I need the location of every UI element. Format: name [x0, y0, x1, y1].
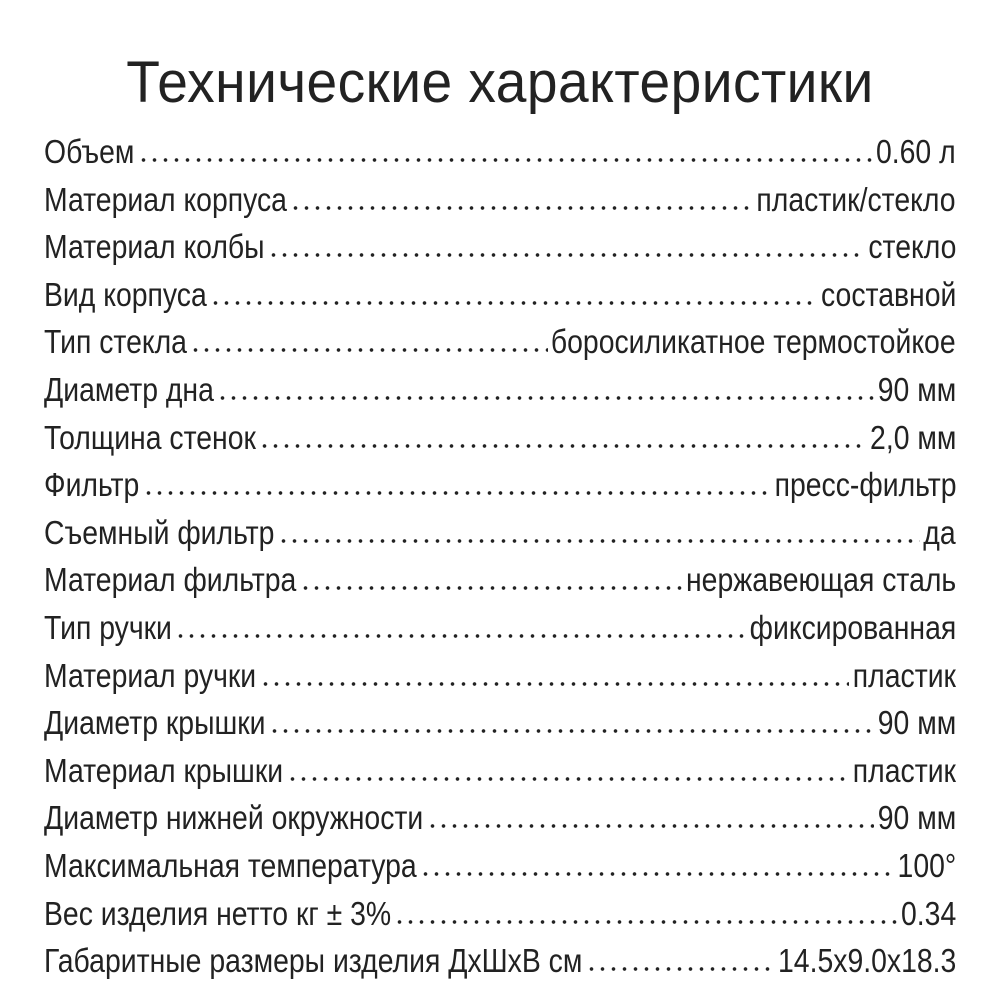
- spec-value: 100°: [897, 846, 956, 884]
- spec-row: [44, 176, 956, 224]
- spec-row: [44, 556, 956, 604]
- spec-label: Материал ручки: [44, 656, 257, 694]
- dot-leader: [300, 585, 682, 591]
- spec-value: 90 мм: [877, 704, 956, 742]
- dot-leader: [420, 871, 894, 877]
- spec-label: Материал колбы: [44, 228, 265, 266]
- dot-leader: [138, 157, 873, 163]
- dot-leader: [269, 728, 874, 734]
- spec-row: [44, 366, 956, 414]
- spec-row: [44, 842, 956, 890]
- spec-value: 0.60 л: [876, 133, 956, 170]
- spec-value: пластик: [852, 751, 956, 789]
- dot-leader: [190, 347, 547, 353]
- spec-value: пластик: [852, 656, 956, 694]
- spec-row: [44, 604, 956, 652]
- spec-value: пластик/стекло: [756, 180, 956, 218]
- spec-label: Габаритные размеры изделия ДхШхВ см: [44, 942, 583, 980]
- spec-row: [44, 509, 956, 557]
- spec-row: [44, 271, 956, 319]
- spec-row: [44, 652, 956, 700]
- spec-label: Тип ручки: [44, 608, 172, 646]
- spec-value: фиксированная: [749, 608, 956, 646]
- dot-leader: [268, 252, 864, 258]
- dot-leader: [259, 443, 866, 449]
- dot-leader: [287, 776, 850, 782]
- spec-label: Вид корпуса: [44, 275, 207, 313]
- spec-label: Толщина стенок: [44, 418, 256, 456]
- spec-row: [44, 890, 956, 938]
- dot-leader: [586, 966, 774, 972]
- spec-value: 90 мм: [877, 799, 956, 837]
- spec-label: Объем: [44, 133, 135, 170]
- spec-value: да: [923, 513, 956, 551]
- spec-value: пресс-фильтр: [774, 466, 956, 504]
- spec-value: нержавеющая сталь: [685, 561, 956, 599]
- spec-value: боросиликатное термостойкое: [551, 323, 956, 361]
- spec-value: стекло: [867, 228, 956, 266]
- dot-leader: [260, 681, 850, 687]
- spec-row: [44, 128, 956, 176]
- dot-leader: [394, 919, 897, 925]
- spec-value: составной: [820, 275, 956, 313]
- spec-label: Вес изделия нетто кг ± 3%: [44, 894, 392, 932]
- spec-label: Съемный фильтр: [44, 513, 275, 551]
- spec-row: [44, 318, 956, 366]
- spec-row: [44, 747, 956, 795]
- spec-label: Диаметр крышки: [44, 704, 266, 742]
- dot-leader: [175, 633, 746, 639]
- spec-label: Фильтр: [44, 466, 140, 504]
- spec-row: [44, 937, 956, 985]
- spec-label: Материал фильтра: [44, 561, 297, 599]
- spec-value: 14.5x9.0x18.3: [777, 942, 956, 980]
- spec-label: Диаметр дна: [44, 370, 214, 408]
- page-title: Технические характеристики: [126, 50, 874, 115]
- spec-label: Тип стекла: [44, 323, 187, 361]
- dot-leader: [427, 823, 874, 829]
- spec-row: [44, 699, 956, 747]
- spec-row: [44, 794, 956, 842]
- spec-value: 0.34: [900, 894, 956, 932]
- spec-list: [44, 128, 956, 985]
- spec-label: Материал корпуса: [44, 180, 287, 218]
- spec-row: [44, 223, 956, 271]
- dot-leader: [143, 490, 771, 496]
- dot-leader: [210, 300, 817, 306]
- spec-label: Максимальная температура: [44, 846, 417, 884]
- dot-leader: [290, 205, 753, 211]
- spec-row: [44, 461, 956, 509]
- spec-label: Диаметр нижней окружности: [44, 799, 424, 837]
- dot-leader: [278, 538, 920, 544]
- spec-label: Материал крышки: [44, 751, 284, 789]
- spec-value: 90 мм: [877, 370, 956, 408]
- spec-value: 2,0 мм: [869, 418, 956, 456]
- spec-row: [44, 414, 956, 462]
- dot-leader: [217, 395, 874, 401]
